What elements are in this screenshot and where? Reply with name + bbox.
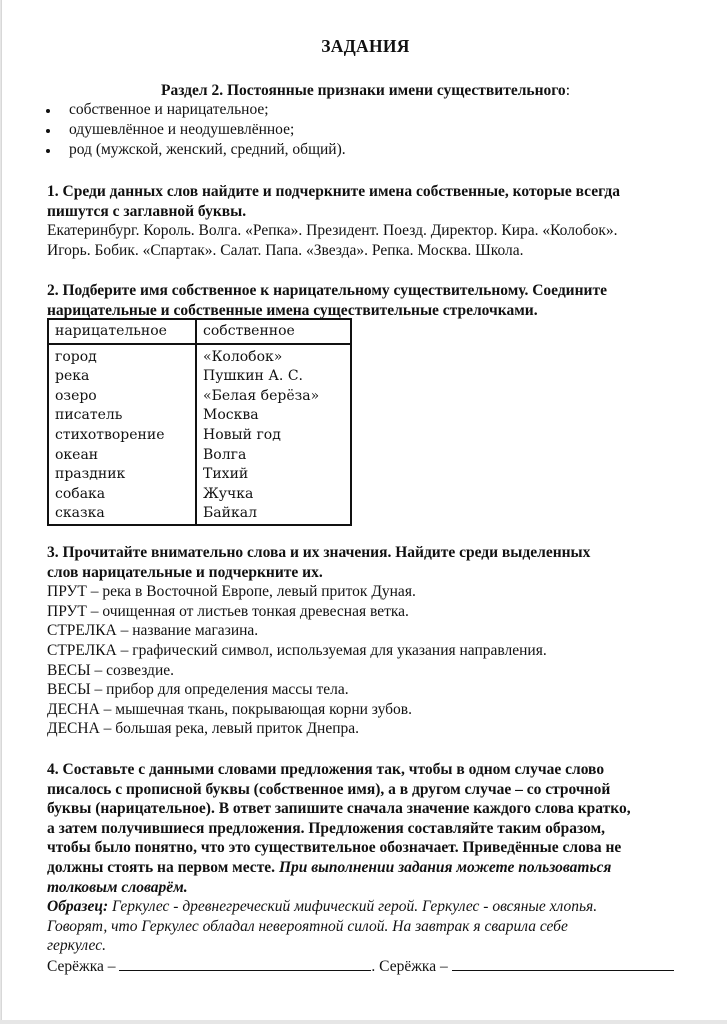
bullet-item [46,120,346,140]
proper-noun-cell[interactable]: Новый год [196,426,351,446]
answer-blank-1[interactable] [119,956,371,971]
proper-noun-cell[interactable]: Волга [196,446,351,466]
definition-line: ДЕСНА – большая река, левый приток Днепра. [47,720,360,738]
sample-label: Образец: [47,898,109,916]
sample-text: Говорят, что Геркулес обладал невероятной силой. На завтрак я сварила себе [47,917,568,935]
table-row [48,406,351,426]
answer-blank-2[interactable] [452,956,674,971]
task-1 [47,182,689,260]
definition-line: ВЕСЫ – созвездие. [47,661,174,679]
answer-word-1: Серёжка – [47,957,116,975]
task-4-dictionary-hint: При выполнении задания можете пользоваться [278,858,612,876]
task-2-question-line: нарицательные и собственные имена существительные стрелочками. [47,301,538,319]
bullet-dot-icon [46,109,50,113]
definition-line: ПРУТ – река в Восточной Европе, левый приток Дуная. [47,583,416,601]
task-3-question-line: слов нарицательные и подчеркните их. [47,563,323,581]
proper-noun-cell[interactable]: Жучка [196,485,351,505]
task-4-question-line: писалось с прописной буквы (собственное имя), а в другом случае – со строчной [47,780,611,798]
definition-line: ДЕСНА – мышечная ткань, покрывающая корни зубов. [47,700,412,718]
common-noun-cell[interactable]: сказка [48,504,196,525]
section-bullet-list [46,100,346,160]
definition-line: ВЕСЫ – прибор для определения массы тела. [47,681,349,699]
bullet-text: собственное и нарицательное; [69,101,269,118]
table-row [48,387,351,407]
common-noun-cell[interactable]: река [48,367,196,387]
task-4-question-line [47,858,689,878]
task-1-question-line: 1. Среди данных слов найдите и подчеркните имена собственные, которые всегда [47,183,620,200]
page-title: ЗАДАНИЯ [321,36,410,56]
bullet-dot-icon [46,149,50,153]
common-noun-cell[interactable]: город [48,344,196,368]
section-heading-colon: : [565,82,570,99]
sample-text: геркулес. [47,937,106,955]
table-row [48,504,351,525]
answer-line [47,956,689,977]
sample-line [47,897,689,917]
common-noun-cell[interactable]: писатель [48,406,196,426]
proper-noun-cell[interactable]: Байкал [196,504,351,525]
definition-line: СТРЕЛКА – графический символ, используемая для указания направления. [47,641,547,659]
definition-line: ПРУТ – очищенная от листьев тонкая древесная ветка. [47,602,409,620]
proper-noun-cell[interactable]: «Колобок» [196,344,351,368]
column-header-common: нарицательное [48,319,196,344]
task-4-question-line: чтобы было понятно, что это существительное обозначает. Приведённые слова не [47,839,622,857]
column-header-proper: собственное [196,319,351,344]
bullet-item [46,140,346,160]
task-3 [47,543,689,739]
common-noun-cell[interactable]: озеро [48,387,196,407]
common-noun-cell[interactable]: праздник [48,465,196,485]
document-page [1,0,727,1020]
answer-separator: . [371,957,376,975]
task-2-question-line: 2. Подберите имя собственное к нарицательному существительному. Соедините [47,282,607,299]
table-row [48,485,351,505]
noun-matching-table [47,318,352,526]
definition-line: СТРЕЛКА – название магазина. [47,622,259,640]
table-row [48,344,351,368]
answer-word-2: Серёжка – [379,957,448,975]
task-4-question-line: а затем получившиеся предложения. Предложения составляйте таким образом, [47,819,605,837]
table-row [48,426,351,446]
task-3-question-line: 3. Прочитайте внимательно слова и их значения. Найдите среди выделенных [47,544,591,561]
common-noun-cell[interactable]: стихотворение [48,426,196,446]
proper-noun-cell[interactable]: Пушкин А. С. [196,367,351,387]
bullet-dot-icon [46,129,50,133]
task-1-word-line: Игорь. Бобик. «Спартак». Салат. Папа. «Звезда». Репка. Москва. Школа. [47,241,524,259]
section-heading [2,82,727,100]
task-2 [47,281,689,320]
task-4 [47,760,689,977]
proper-noun-cell[interactable]: «Белая берёза» [196,387,351,407]
task-4-question-bold-part: должны стоять на первом месте. [47,858,276,876]
proper-noun-cell[interactable]: Тихий [196,465,351,485]
section-heading-text: Раздел 2. Постоянные признаки имени существительного [160,82,566,99]
table-row [48,465,351,485]
bullet-text: одушевлённое и неодушевлённое; [69,121,295,138]
table-header-row [48,319,351,344]
task-4-dictionary-hint-tail: толковым словарём. [47,878,188,896]
task-4-question-line: буквы (нарицательное). В ответ запишите сначала значение каждого слова кратко, [47,800,631,818]
bullet-item [46,100,346,120]
proper-noun-cell[interactable]: Москва [196,406,351,426]
common-noun-cell[interactable]: океан [48,446,196,466]
sample-text: Геркулес - древнегреческий мифический герой. Геркулес - овсяные хлопья. [112,898,598,916]
task-4-question-line: 4. Составьте с данными словами предложения так, чтобы в одном случае слово [47,761,605,778]
table-row [48,367,351,387]
common-noun-cell[interactable]: собака [48,485,196,505]
table-row [48,446,351,466]
task-1-question-line: пишутся с заглавной буквы. [47,202,247,220]
bullet-text: род (мужской, женский, средний, общий). [69,141,346,158]
task-1-word-line: Екатеринбург. Король. Волга. «Репка». Президент. Поезд. Директор. Кира. «Колобок». [47,222,618,240]
